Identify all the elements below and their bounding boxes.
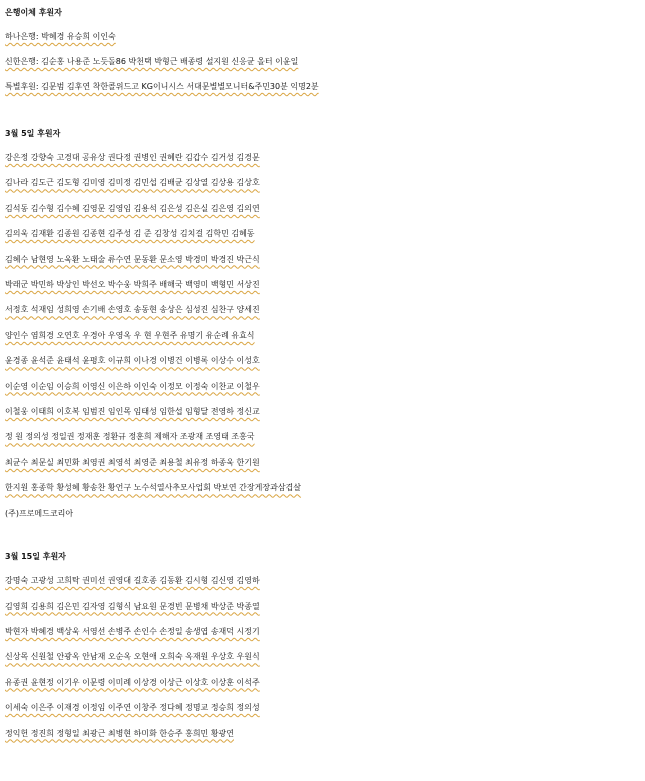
donor-line: 유종권 윤현정 이기우 이문령 이미례 이상경 이상근 이상호 이상훈 이석주 <box>5 677 260 687</box>
march15-section-title: 3월 15일 후원자 <box>5 552 66 562</box>
donor-line: 이철웅 이태희 이호복 임범진 임인목 임태성 임한섭 임형달 전영하 정신교 <box>5 407 260 417</box>
donor-line: 박래군 박민하 박상인 박선오 박수웅 박희주 배해국 백영미 백형민 서상진 <box>5 280 260 290</box>
donor-line: 김나라 김도근 김도형 김미영 김미정 김민섭 김배균 김상열 김상용 김상호 <box>5 178 260 188</box>
bank-section-list <box>5 24 641 99</box>
donor-line: 한지원 홍종학 황성혜 황송찬 황언구 노수석열사추모사업회 박보연 간장게장과삼겹살 <box>5 483 302 493</box>
donor-line: 강명숙 고광성 고희탁 권미선 권영대 길호종 김동환 김시형 김신영 김영하 <box>5 576 260 586</box>
donor-line: 신상목 신원철 안광옥 안남재 오순옥 오현애 오희숙 옥재원 우상호 우원식 <box>5 652 260 662</box>
donor-line: 정 원 정의성 정일권 정재훈 정환규 정훈희 제해자 조광재 조영태 조홍국 <box>5 432 255 442</box>
bank-section-title: 은행이체 후원자 <box>5 8 62 17</box>
donor-line: 김석동 김수형 김수혜 김영문 김영임 김용석 김은성 김은실 김은영 김의연 <box>5 203 260 213</box>
donor-line: 김영희 김용희 김은민 김자영 김형식 남요원 문경빈 문병채 박상준 박종열 <box>5 601 260 611</box>
donor-line: (주)프로메드코리아 <box>5 508 74 518</box>
march5-section-title: 3월 5일 후원자 <box>5 129 61 138</box>
march15-donor-list <box>5 568 641 746</box>
donor-line: 정익헌 정진희 정형일 최광근 최병현 하미화 한승주 홍희민 황광연 <box>5 728 234 738</box>
donor-line: 최균수 최문실 최민화 최영권 최영석 최영준 최용철 최유정 하종욱 한기원 <box>5 457 260 467</box>
donor-line: 서정호 석재임 성희영 손기배 손영호 송동현 송상은 심성진 심찬구 양세진 <box>5 305 260 315</box>
donor-line: 김의욱 김재환 김종원 김종현 김주성 김 준 김창성 김치걸 김학민 김혜동 <box>5 229 255 239</box>
bank-line-shinhan: 신한은행: 김순홍 나용준 노듯돌86 박천택 박형근 배종령 설지원 신응균 올터 이윤일 <box>5 57 299 66</box>
donor-line: 강은정 강향숙 고경대 공유상 권다정 권병인 권혜란 김갑수 김거성 김경문 <box>5 153 260 162</box>
donor-line: 양인수 염희경 오연호 우경아 우영옥 우 현 우현주 유명기 유순례 유효식 <box>5 330 255 340</box>
donor-line: 윤경종 윤석준 윤태석 윤평호 이규희 이나경 이병건 이병록 이상수 이성호 <box>5 356 260 366</box>
bank-line-special: 특별후원: 김문범 김후연 착한콜위드고 KG이니시스 서대문별별모니터&주민30분 익명2분 <box>5 82 319 91</box>
donor-line: 김혜수 남현영 노욱환 노태술 류수연 문동환 문소영 박경미 박경진 박근식 <box>5 254 260 264</box>
donor-line: 이순영 이순임 이승희 이영신 이은하 이인숙 이정모 이정숙 이찬교 이철우 <box>5 381 260 391</box>
march5-donor-list <box>5 145 641 526</box>
donor-line: 박현자 박혜경 백상욱 서영선 손병주 손인수 손정일 송생엽 송재덕 시정기 <box>5 626 260 636</box>
bank-line-hana: 하나은행: 박혜경 유승희 이인숙 <box>5 32 116 41</box>
donor-line: 이세숙 이은주 이재경 이정임 이주연 이창주 정다혜 정명교 정승희 정의성 <box>5 703 260 713</box>
